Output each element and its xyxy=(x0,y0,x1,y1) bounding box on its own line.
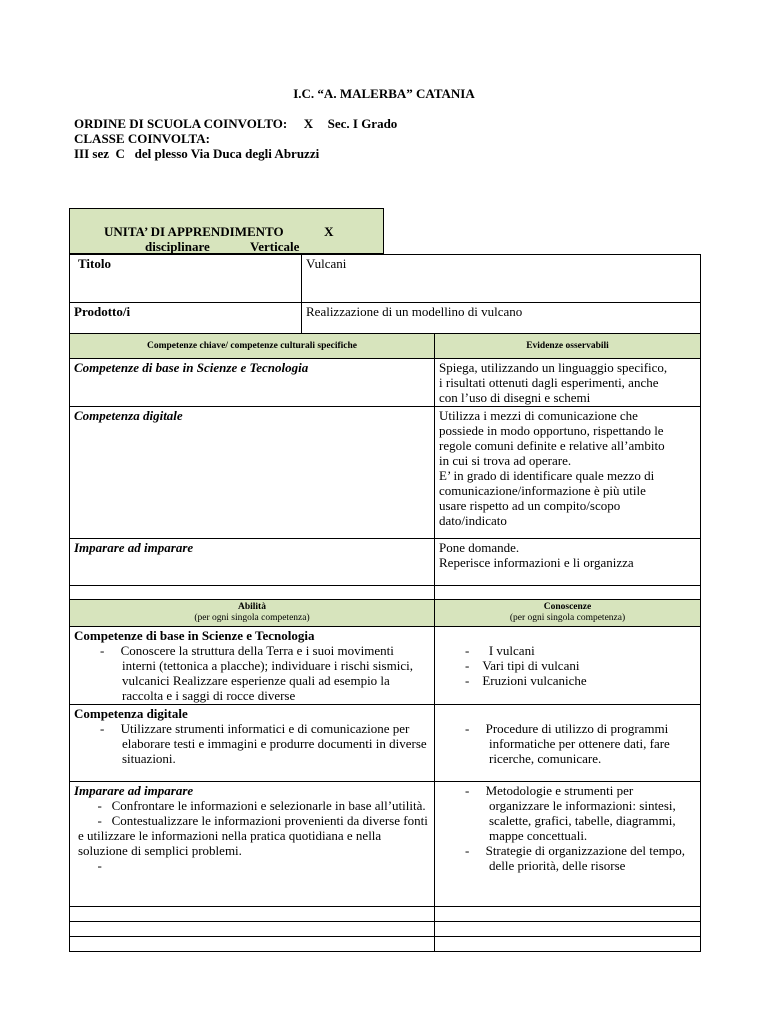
section-heading: Imparare ad imparare xyxy=(74,783,194,798)
bullet: - xyxy=(465,843,470,858)
uda-title-line xyxy=(104,224,334,240)
knowledge-item: - Eruzioni vulcaniche xyxy=(465,673,587,688)
order-mark: X xyxy=(303,116,314,131)
knowledge-subtitle: (per ogni singola competenza) xyxy=(509,613,626,623)
evidence-line: con l’uso di disegni e schemi xyxy=(439,390,591,405)
evidence-line: i risultati ottenuti dagli esperimenti, anche xyxy=(439,375,659,390)
knowledge-item: - Strategie di organizzazione del tempo, delle priorità, delle risorse xyxy=(465,843,685,873)
knowledge-cell xyxy=(435,705,701,782)
knowledge-item: - Vari tipi di vulcani xyxy=(465,658,580,673)
abilities-cell xyxy=(70,782,435,907)
product-row xyxy=(70,303,701,334)
empty-row xyxy=(70,937,701,952)
ability-item: - Utilizzare strumenti informatici e di comunicazione per elaborare testi e immagini e produrre documenti in diverse situazioni. xyxy=(100,721,427,766)
ability-item xyxy=(74,858,430,873)
competence-name: Competenza digitale xyxy=(70,407,435,539)
skills-row xyxy=(70,627,701,705)
skills-row xyxy=(70,782,701,907)
uda-type-disciplinare: disciplinare xyxy=(145,239,210,254)
abilities-cell xyxy=(70,627,435,705)
order-value: Sec. I Grado xyxy=(327,116,398,131)
evidence-line: comunicazione/informazione è più utile xyxy=(439,483,646,498)
section-heading: Competenza digitale xyxy=(74,706,188,721)
title-label: Titolo xyxy=(70,255,302,303)
evidence-line: E’ in grado di identificare quale mezzo di xyxy=(439,468,655,483)
competence-row xyxy=(70,359,701,407)
bullet: - xyxy=(465,783,470,798)
uda-header-box xyxy=(69,208,384,254)
competence-name: Competenze di base in Scienze e Tecnologia xyxy=(70,359,435,407)
evidence-line: Pone domande. xyxy=(439,540,520,555)
evidence-line: possiede in modo opportuno, rispettando le xyxy=(439,423,664,438)
ability-item: - Conoscere la struttura della Terra e i suoi movimenti interni (tettonica a placche); individuare i rischi sismici, vulcanici Realizzare esperienze quali ad esempio la raccolta e i saggi di rocce diverse xyxy=(100,643,413,703)
bullet: - xyxy=(465,673,470,688)
empty-row xyxy=(70,907,701,922)
evidence-cell xyxy=(435,359,701,407)
knowledge-cell xyxy=(435,627,701,705)
evidence-line: Utilizza i mezzi di comunicazione che xyxy=(439,408,638,423)
order-line xyxy=(74,116,397,132)
evidence-line: regole comuni definite e relative all’ambito xyxy=(439,438,665,453)
evidence-line: dato/indicato xyxy=(439,513,507,528)
knowledge-item: - I vulcani xyxy=(465,643,535,658)
class-value: III sez C del plesso Via Duca degli Abruzzi xyxy=(74,146,320,161)
bullet: - xyxy=(97,813,102,828)
product-value: Realizzazione di un modellino di vulcano xyxy=(302,303,701,334)
bullet: - xyxy=(465,658,470,673)
knowledge-cell xyxy=(435,782,701,907)
skills-row xyxy=(70,705,701,782)
title-row xyxy=(70,255,701,303)
competence-row xyxy=(70,539,701,586)
abilities-title: Abilità xyxy=(238,602,266,612)
empty-row xyxy=(70,922,701,937)
uda-type-verticale: Verticale xyxy=(250,239,300,254)
evidence-cell xyxy=(435,407,701,539)
competences-col-header: Competenze chiave/ competenze culturali specifiche xyxy=(70,334,435,359)
knowledge-item: - Metodologie e strumenti per organizzare le informazioni: sintesi, scalette, grafici, tabelle, diagrammi, mappe concettuali. xyxy=(465,783,676,843)
bullet: - xyxy=(465,643,470,658)
evidence-line: Reperisce informazioni e li organizza xyxy=(439,555,634,570)
ability-item: - Contestualizzare le informazioni provenienti da diverse fonti e utilizzare le informazioni nella pratica quotidiana e nella soluzione di semplici problemi. xyxy=(78,813,428,858)
abilities-cell xyxy=(70,705,435,782)
bullet: - xyxy=(100,643,105,658)
competences-table xyxy=(69,254,701,601)
class-label: CLASSE COINVOLTA: xyxy=(74,131,210,146)
uda-type-line xyxy=(145,239,299,255)
skills-table xyxy=(69,599,701,952)
order-label: ORDINE DI SCUOLA COINVOLTO: xyxy=(74,116,288,131)
section-heading: Competenze di base in Scienze e Tecnologia xyxy=(74,628,315,643)
evidence-line: usare rispetto ad un compito/scopo xyxy=(439,498,621,513)
knowledge-title: Conoscenze xyxy=(543,602,592,612)
knowledge-item: - Procedure di utilizzo di programmi informatiche per ottenere dati, fare ricerche, comunicare. xyxy=(465,721,670,766)
uda-mark: X xyxy=(324,224,334,239)
school-title: I.C. “A. MALERBA” CATANIA xyxy=(293,86,475,101)
knowledge-col-header xyxy=(435,600,701,627)
evidence-cell xyxy=(435,539,701,586)
bullet: - xyxy=(100,721,105,736)
evidence-line: Spiega, utilizzando un linguaggio specifico, xyxy=(439,360,668,375)
bullet: - xyxy=(97,858,102,873)
bullet: - xyxy=(97,798,102,813)
competences-header-row xyxy=(70,334,701,359)
bullet: - xyxy=(465,721,470,736)
abilities-col-header xyxy=(70,600,435,627)
competence-row xyxy=(70,407,701,539)
evidence-line: in cui si trova ad operare. xyxy=(439,453,572,468)
title-value: Vulcani xyxy=(302,255,701,303)
uda-title: UNITA’ DI APPRENDIMENTO xyxy=(104,224,284,239)
competence-name: Imparare ad imparare xyxy=(70,539,435,586)
abilities-subtitle: (per ogni singola competenza) xyxy=(194,613,310,623)
skills-header-row xyxy=(70,600,701,627)
evidence-col-header: Evidenze osservabili xyxy=(435,334,701,359)
ability-item: - Confrontare le informazioni e selezionarle in base all’utilità. xyxy=(97,798,426,813)
product-label: Prodotto/i xyxy=(70,303,302,334)
